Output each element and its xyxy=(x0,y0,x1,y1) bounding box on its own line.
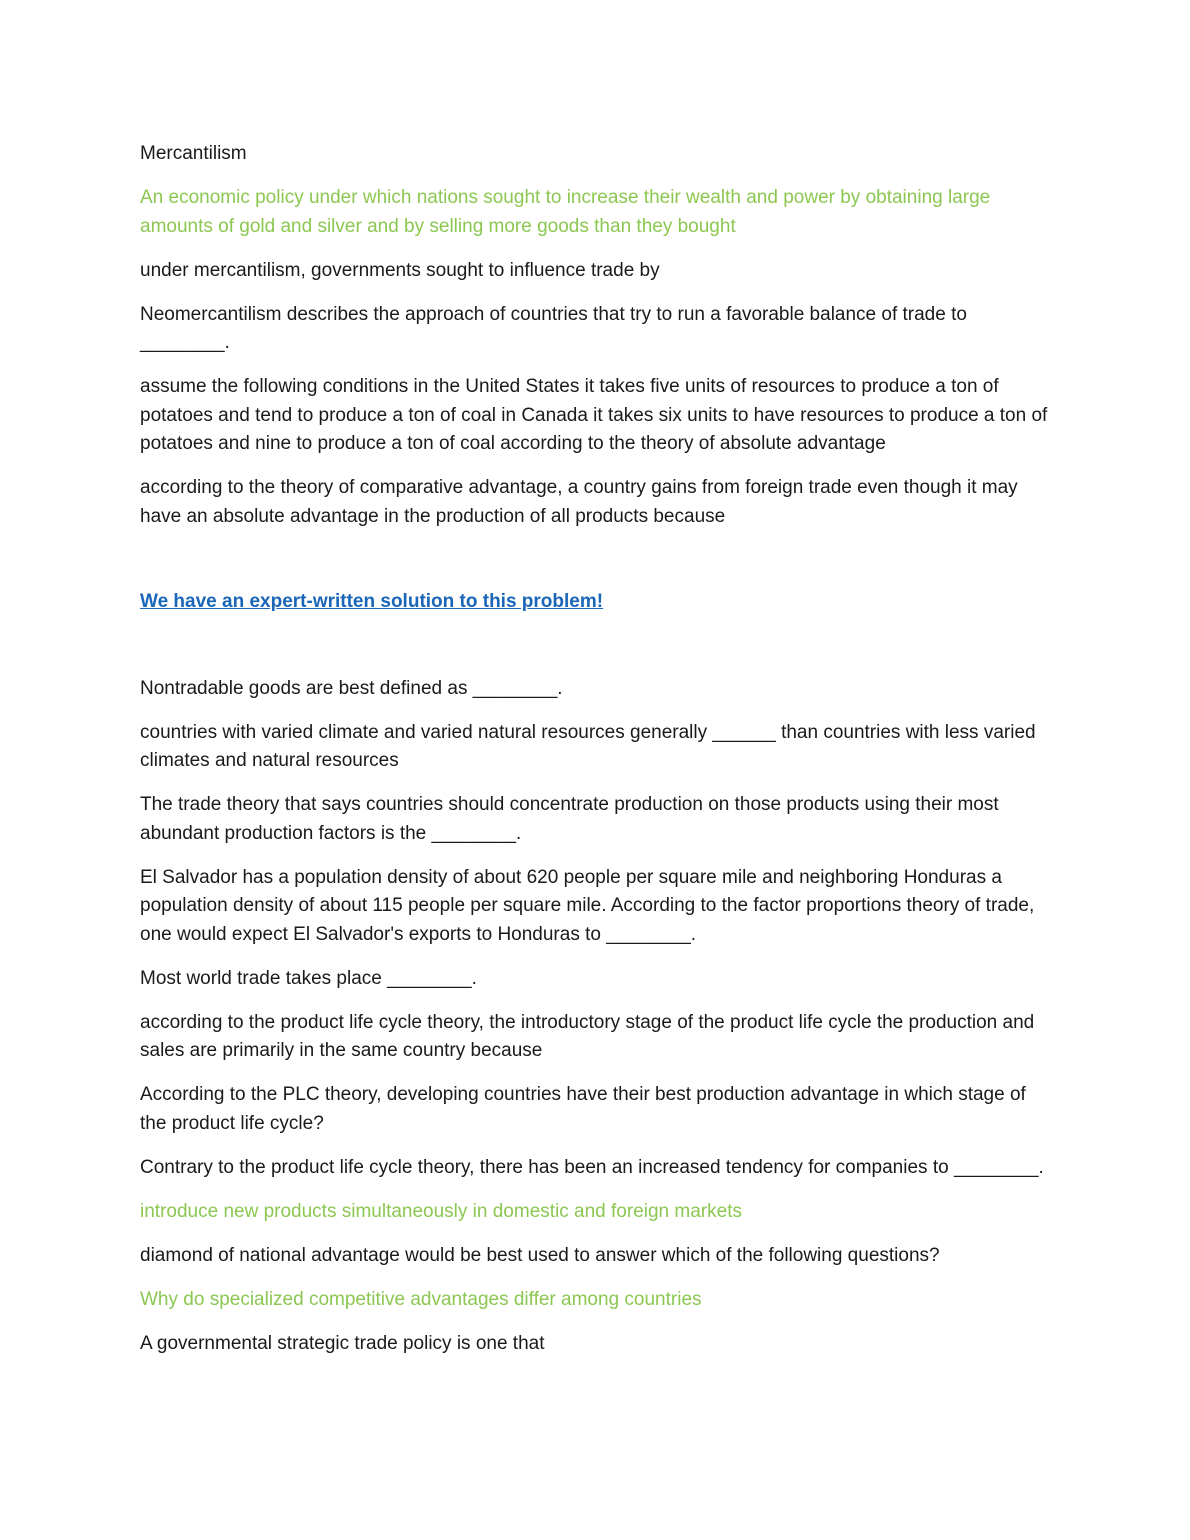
question-text: according to the product life cycle theory, the introductory stage of the product life cycle the production and sales are primarily in the same country because xyxy=(140,1011,1035,1061)
question-text: under mercantilism, governments sought to influence trade by xyxy=(140,259,660,281)
question-text: diamond of national advantage would be best used to answer which of the following questions? xyxy=(140,1244,940,1266)
question-text: according to the theory of comparative advantage, a country gains from foreign trade even though it may have an absolute advantage in the production of all products because xyxy=(140,477,1018,527)
question-text: assume the following conditions in the United States it takes five units of resources to produce a ton of potatoes and tend to produce a ton of coal in Canada it takes six units to have resources to produce a ton of potatoes and nine to produce a ton of coal according to the theory of absolute advantage xyxy=(140,376,1048,454)
question-text: Nontradable goods are best defined as ________. xyxy=(140,677,563,699)
question-text: Contrary to the product life cycle theory, there has been an increased tendency for companies to ________. xyxy=(140,1156,1044,1178)
question-text: countries with varied climate and varied natural resources generally ______ than countries with less varied climates and natural resources xyxy=(140,721,1036,771)
answer-text: introduce new products simultaneously in domestic and foreign markets xyxy=(140,1200,742,1222)
question-text: According to the PLC theory, developing countries have their best production advantage in which stage of the product life cycle? xyxy=(140,1084,1026,1134)
question-text: A governmental strategic trade policy is one that xyxy=(140,1332,545,1354)
document-page xyxy=(140,140,1050,1374)
question-text: Most world trade takes place ________. xyxy=(140,967,477,989)
document-title: Mercantilism xyxy=(140,143,247,164)
question-text: The trade theory that says countries should concentrate production on those products using their most abundant production factors is the ________. xyxy=(140,794,999,844)
question-text: El Salvador has a population density of about 620 people per square mile and neighboring Honduras a population density of about 115 people per square mile. According to the factor proportions theory of trade, one would expect El Salvador's exports to Honduras to ________. xyxy=(140,866,1035,945)
expert-solution-link[interactable]: We have an expert-written solution to this problem! xyxy=(140,591,604,612)
answer-text: Why do specialized competitive advantages differ among countries xyxy=(140,1288,702,1310)
answer-text: An economic policy under which nations sought to increase their wealth and power by obtaining large amounts of gold and silver and by selling more goods than they bought xyxy=(140,187,991,237)
question-text: Neomercantilism describes the approach of countries that try to run a favorable balance of trade to ________. xyxy=(140,303,967,353)
